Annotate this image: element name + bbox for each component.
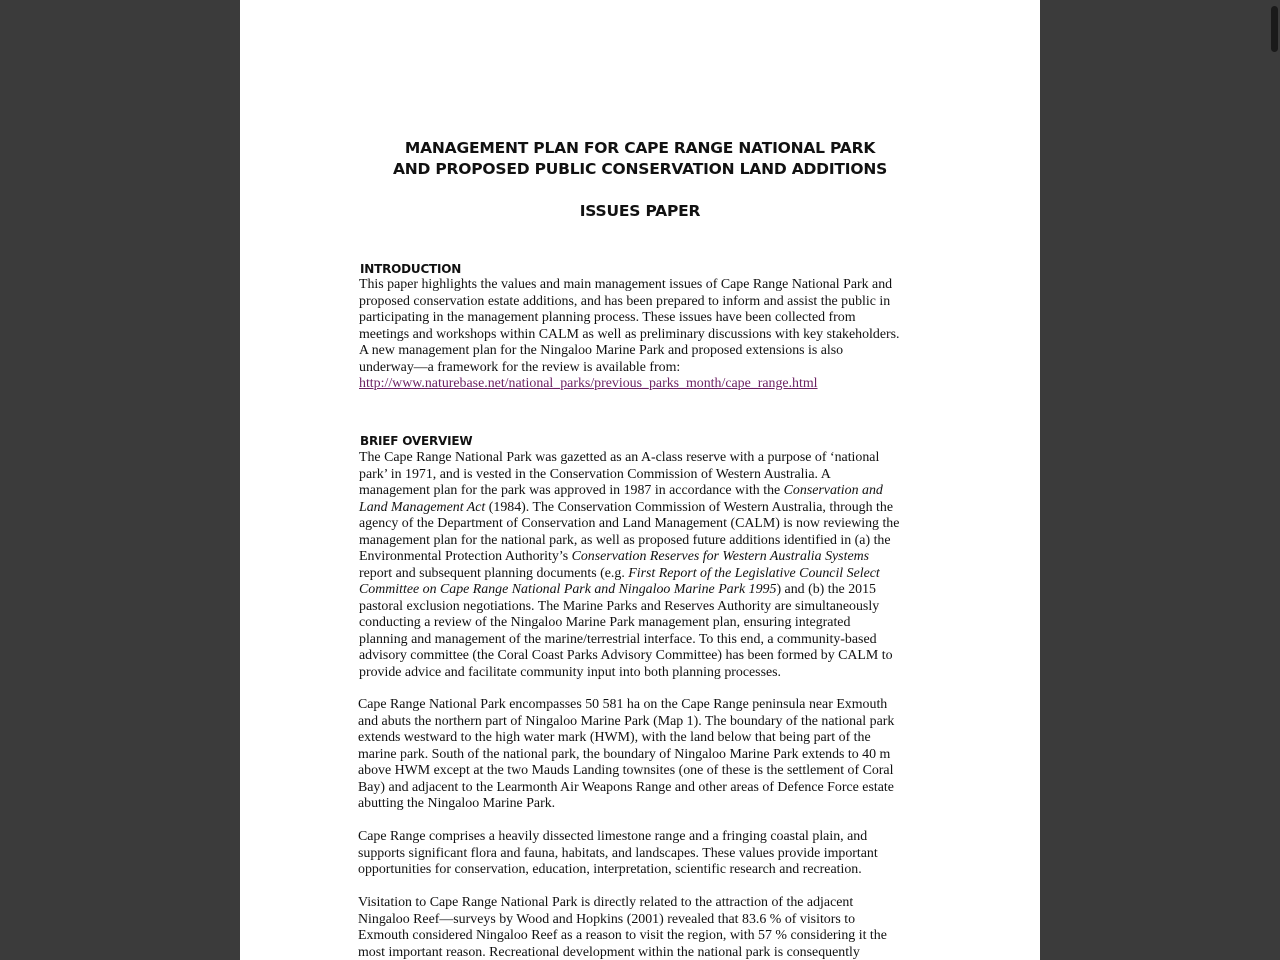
text-line: Bay) and adjacent to the Learmonth Air Weapons Range and other areas of Defence Force estate <box>358 779 894 795</box>
scrollbar-thumb[interactable] <box>1271 6 1278 52</box>
text-line: The Cape Range National Park was gazetted as an A-class reserve with a purpose of ‘national <box>359 450 880 465</box>
text-line: Land Management Act (1984). The Conservation Commission of Western Australia, through the <box>359 499 894 515</box>
text-line: This paper highlights the values and main management issues of Cape Range National Park and <box>359 277 893 292</box>
text-line: Environmental Protection Authority’s Conservation Reserves for Western Australia Systems <box>359 549 870 564</box>
text-line: conducting a review of the Ningaloo Marine Park management plan, ensuring integrated <box>359 615 851 630</box>
text-line: report and subsequent planning documents (e.g. First Report of the Legislative Council Select <box>359 565 880 581</box>
text-line: advisory committee (the Coral Coast Parks Advisory Committee) has been formed by CALM to <box>359 648 893 663</box>
text-line: management plan for the park was approved in 1987 in accordance with the Conservation and <box>359 483 883 498</box>
text-line: and abuts the northern part of Ningaloo Marine Park (Map 1). The boundary of the national park <box>358 713 895 729</box>
introduction-paragraph <box>359 277 919 393</box>
text-line: Cape Range National Park encompasses 50 581 ha on the Cape Range peninsula near Exmouth <box>358 697 888 712</box>
document-subtitle: ISSUES PAPER <box>579 202 701 220</box>
text-line: participating in the management planning process. These issues have been collected from <box>359 310 856 325</box>
text-line: planning and management of the marine/terrestrial interface. To this end, a community-based <box>359 631 877 647</box>
text-line: provide advice and facilitate community input into both planning processes. <box>359 664 782 680</box>
cape-range-link[interactable]: http://www.naturebase.net/national_parks/previous_parks_month/cape_range.html <box>359 376 818 391</box>
overview-heading: BRIEF OVERVIEW <box>360 434 473 448</box>
text-line: agency of the Department of Conservation and Land Management (CALM) is now reviewing the <box>359 516 900 531</box>
text-line: pastoral exclusion negotiations. The Marine Parks and Reserves Authority are simultaneously <box>359 598 880 614</box>
text-line: proposed conservation estate additions, and has been prepared to inform and assist the public in <box>359 293 891 309</box>
document-title-line-2: AND PROPOSED PUBLIC CONSERVATION LAND ADDITIONS <box>392 160 888 178</box>
document-page <box>240 0 1040 960</box>
overview-paragraph-1 <box>359 450 919 681</box>
text-line: Visitation to Cape Range National Park is directly related to the attraction of the adjacent <box>358 895 854 910</box>
vertical-scrollbar[interactable] <box>1268 0 1280 960</box>
introduction-heading: INTRODUCTION <box>360 262 462 276</box>
text-line: Exmouth considered Ningaloo Reef as a reason to visit the region, with 57 % considering it the <box>358 928 887 943</box>
text-line: A new management plan for the Ningaloo Marine Park and proposed extensions is also <box>359 343 844 358</box>
text-line: above HWM except at the two Mauds Landing townsites (one of these is the settlement of Coral <box>358 763 894 778</box>
text-line: underway—a framework for the review is available from: <box>359 359 681 375</box>
text-line: abutting the Ningaloo Marine Park. <box>358 796 556 811</box>
text-line: meetings and workshops within CALM as well as preliminary discussions with key stakeholders. <box>359 326 900 342</box>
text-line: marine park. South of the national park, the boundary of Ningaloo Marine Park extends to 40 m <box>358 746 891 762</box>
text-line: extends westward to the high water mark (HWM), with the land below that being part of the <box>358 730 871 745</box>
overview-paragraph-2 <box>358 697 918 813</box>
text-line: opportunities for conservation, education, interpretation, scientific research and recreation. <box>358 862 862 877</box>
text-line: Cape Range comprises a heavily dissected limestone range and a fringing coastal plain, and <box>358 829 868 844</box>
text-line: supports significant flora and fauna, habitats, and landscapes. These values provide important <box>358 845 878 861</box>
text-line: most important reason. Recreational development within the national park is consequently <box>358 944 860 960</box>
text-line: Ningaloo Reef—surveys by Wood and Hopkins (2001) revealed that 83.6 % of visitors to <box>358 911 856 927</box>
document-title-line-1: MANAGEMENT PLAN FOR CAPE RANGE NATIONAL PARK <box>404 139 876 157</box>
text-line: management plan for the national park, as well as proposed future additions identified in (a) the <box>359 532 891 548</box>
overview-paragraph-3 <box>358 829 918 879</box>
text-line: park’ in 1971, and is vested in the Conservation Commission of Western Australia. A <box>359 466 831 482</box>
text-line: Committee on Cape Range National Park and Ningaloo Marine Park 1995) and (b) the 2015 <box>359 582 876 597</box>
overview-paragraph-4 <box>358 895 918 960</box>
